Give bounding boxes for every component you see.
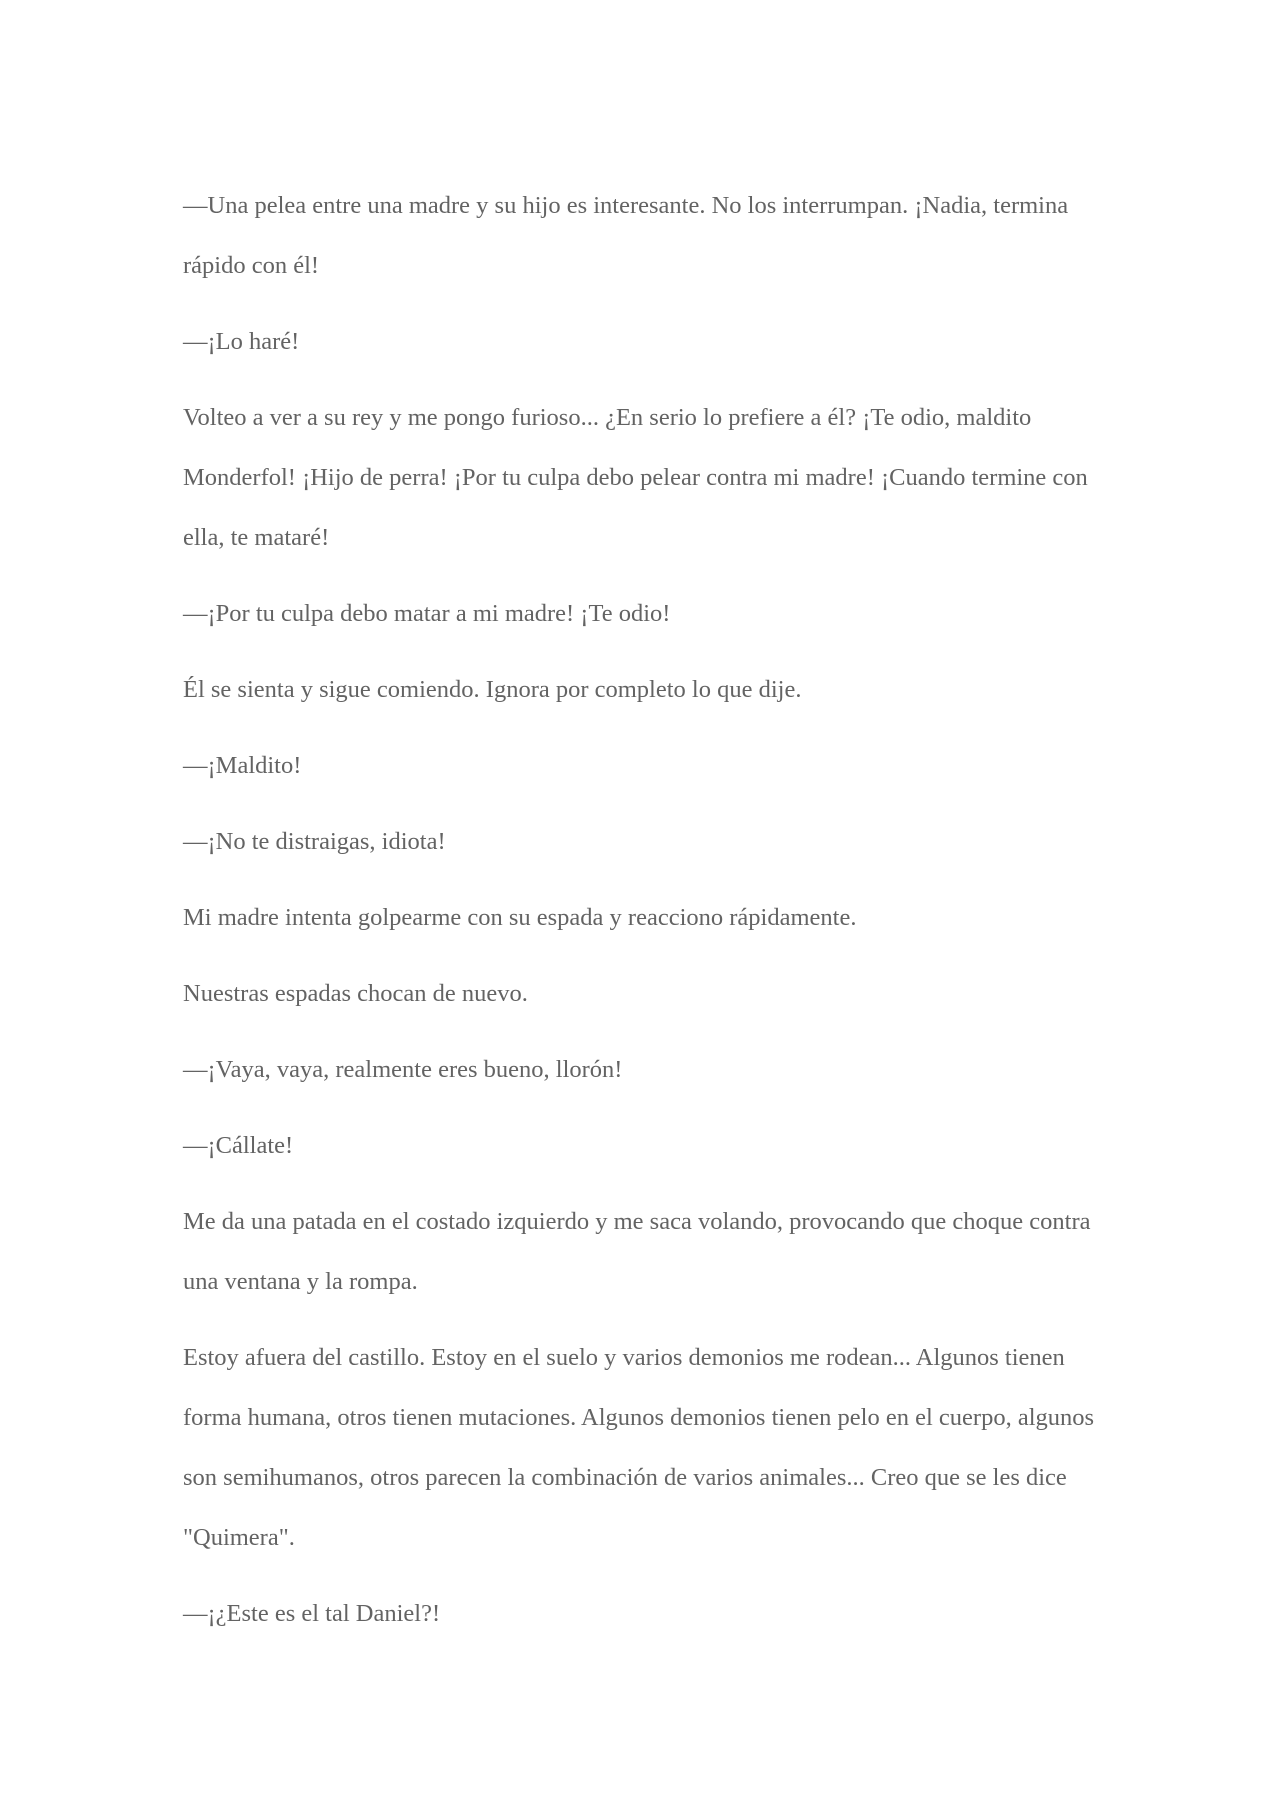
paragraph: —¡Cállate!: [183, 1132, 294, 1159]
body-text: [183, 176, 1103, 1660]
paragraph: Mi madre intenta golpearme con su espada y reacciono rápidamente.: [183, 904, 857, 931]
paragraph: —¡Vaya, vaya, realmente eres bueno, llorón!: [183, 1056, 623, 1083]
paragraph: Me da una patada en el costado izquierdo y me saca volando, provocando que choque contra una ventana y la rompa.: [183, 1208, 1091, 1295]
paragraph: —¡Lo haré!: [183, 328, 300, 355]
paragraph: Nuestras espadas chocan de nuevo.: [183, 980, 528, 1007]
paragraph: Él se sienta y sigue comiendo. Ignora por completo lo que dije.: [183, 676, 802, 703]
paragraph: Volteo a ver a su rey y me pongo furioso... ¿En serio lo prefiere a él? ¡Te odio, maldito Monderfol! ¡Hijo de perra! ¡Por tu culpa debo pelear contra mi madre! ¡Cuando termine con ella, te mataré!: [183, 404, 1088, 551]
paragraph: —¡No te distraigas, idiota!: [183, 828, 446, 855]
paragraph: Estoy afuera del castillo. Estoy en el suelo y varios demonios me rodean... Algunos tienen forma humana, otros tienen mutaciones. Algunos demonios tienen pelo en el cuerpo, algunos son semihumanos, otros parecen la combinación de varios animales... Creo que se les dice "Quimera".: [183, 1344, 1095, 1551]
paragraph: —¡Maldito!: [183, 752, 302, 779]
paragraph: —¡¿Este es el tal Daniel?!: [183, 1600, 441, 1627]
paragraph: —¡Por tu culpa debo matar a mi madre! ¡Te odio!: [183, 600, 671, 627]
paragraph: —Una pelea entre una madre y su hijo es interesante. No los interrumpan. ¡Nadia, termina rápido con él!: [183, 192, 1069, 279]
